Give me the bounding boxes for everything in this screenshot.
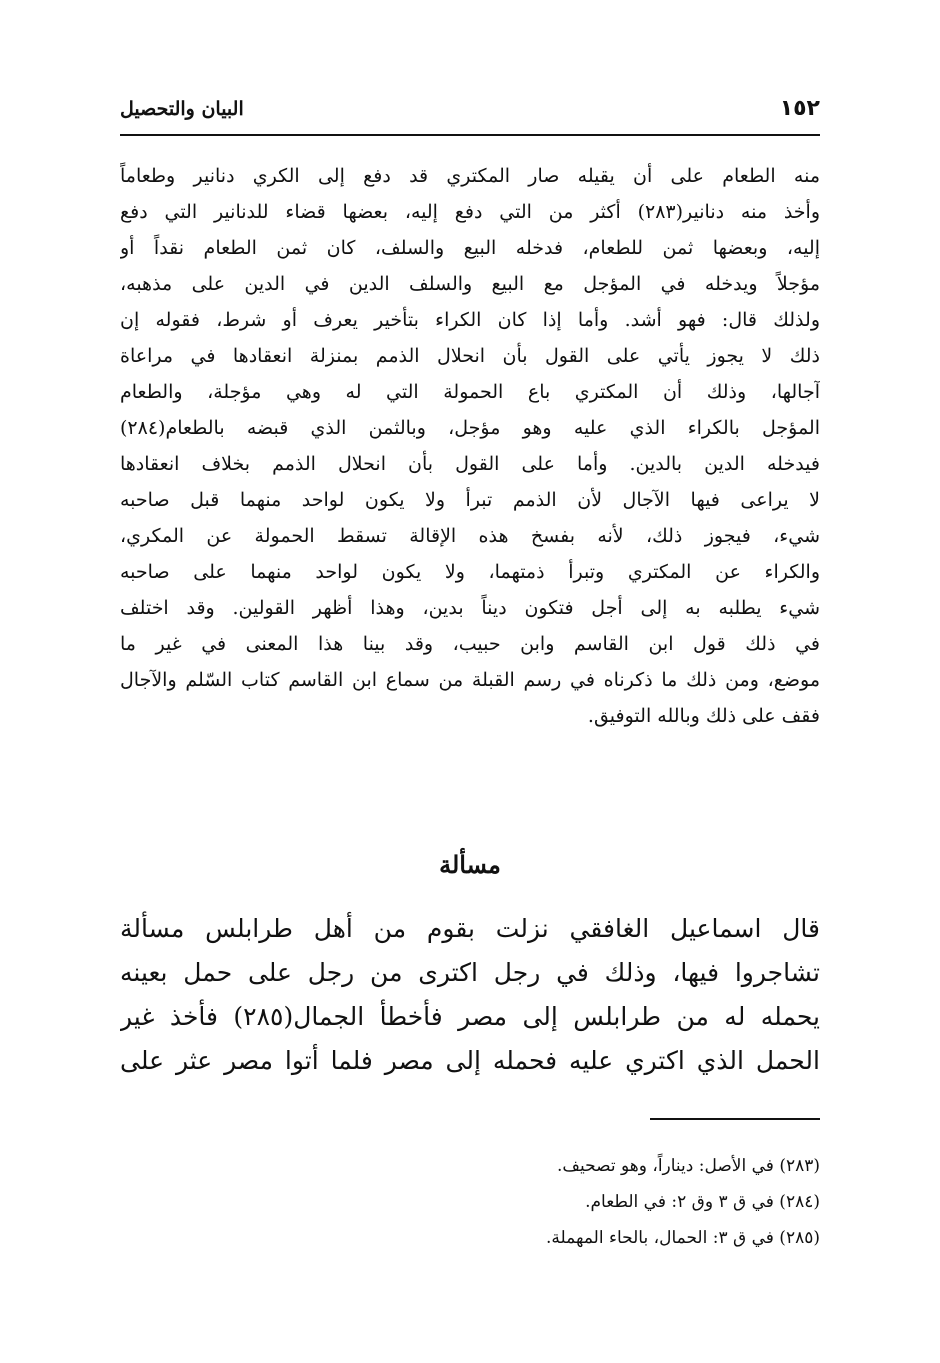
text-line: مؤجلاً ويدخله في المؤجل مع البيع والسلف الدين في الدين على مذهبه،	[120, 273, 820, 295]
text-line: في ذلك قول ابن القاسم وابن حبيب، وقد بينا هذا المعنى في غير ما	[120, 633, 820, 655]
section-text	[120, 907, 820, 1083]
main-text	[120, 158, 820, 734]
text-line: المؤجل بالكراء الذي عليه وهو مؤجل، وبالثمن الذي قبضه بالطعام(٢٨٤)	[120, 417, 820, 439]
text-line: موضع، ومن ذلك ما ذكرناه في رسم القبلة من سماع ابن القاسم كتاب السّلم والآجال	[120, 669, 820, 691]
section-line: قال اسماعيل الغافقي نزلت بقوم من أهل طرابلس مسألة	[120, 914, 820, 943]
text-line: منه الطعام على أن يقيله صار المكتري قد دفع إلى الكري دنانير وطعاماً	[120, 165, 820, 187]
text-line: وأخذ منه دنانير(٢٨٣) أكثر من التي دفع إليه، بعضها قضاء للدنانير التي دفع	[120, 201, 820, 223]
text-line: ذلك لا يجوز يأتي على القول بأن انحلال الذمم بمنزلة انعقادها في مراعاة	[120, 345, 820, 367]
text-line: لا يراعى فيها الآجال لأن الذمم تبرأ ولا يكون لواحد منهما قبل صاحبه	[120, 489, 820, 511]
section-line: يحمله له من طرابلس إلى مصر فأخطأ الجمال(٢٨٥) فأخذ غير	[120, 1002, 820, 1031]
text-line: ولذلك قال: فهو أشد. وأما إذا كان الكراء بتأخير يعرف أو شرط، فقوله إن	[120, 309, 820, 331]
section-line: الحمل الذي اكتري عليه فحمله إلى مصر فلما أتوا مصر عثر على	[120, 1046, 820, 1075]
footnote: (٢٨٤) في ق ٣ وق ٢: في الطعام.	[585, 1192, 820, 1212]
text-line: شيء، فيجوز ذلك، لأنه بفسخ هذه الإقالة تسقط الحمولة عن المكري،	[120, 525, 820, 547]
section-line: تشاجروا فيها، وذلك في رجل اكترى من رجل على حمل بعينه	[120, 958, 820, 987]
footnote-rule	[650, 1118, 820, 1120]
page-header	[120, 96, 820, 132]
page-number: ١٥٢	[779, 96, 820, 121]
header-rule	[120, 134, 820, 136]
section-title: مسألة	[439, 850, 501, 879]
text-line: والكراء عن المكتري وتبرأ ذمتهما، ولا يكون لواحد منهما على صاحبه	[120, 561, 820, 583]
footnote: (٢٨٣) في الأصل: ديناراً، وهو تصحيف.	[556, 1156, 820, 1176]
text-line: فقف على ذلك وبالله التوفيق.	[587, 705, 820, 727]
footnotes	[120, 1148, 820, 1256]
text-line: شيء يطلبه به إلى أجل فتكون ديناً بدين، وهذا أظهر القولين. وقد اختلف	[120, 597, 820, 619]
text-line: إليه، وبعضها ثمن للطعام، فدخله البيع والسلف، كان ثمن الطعام نقداً أو	[120, 237, 820, 259]
text-line: آجالها، وذلك أن المكتري باع الحمولة التي له وهي مؤجلة، والطعام	[120, 381, 820, 403]
running-title: البيان والتحصيل	[120, 98, 244, 120]
text-line: فيدخله الدين بالدين. وأما على القول بأن انحلال الذمم بخلاف انعقادها	[120, 453, 820, 475]
footnote: (٢٨٥) في ق ٣: الحمال، بالحاء المهملة.	[546, 1228, 820, 1248]
